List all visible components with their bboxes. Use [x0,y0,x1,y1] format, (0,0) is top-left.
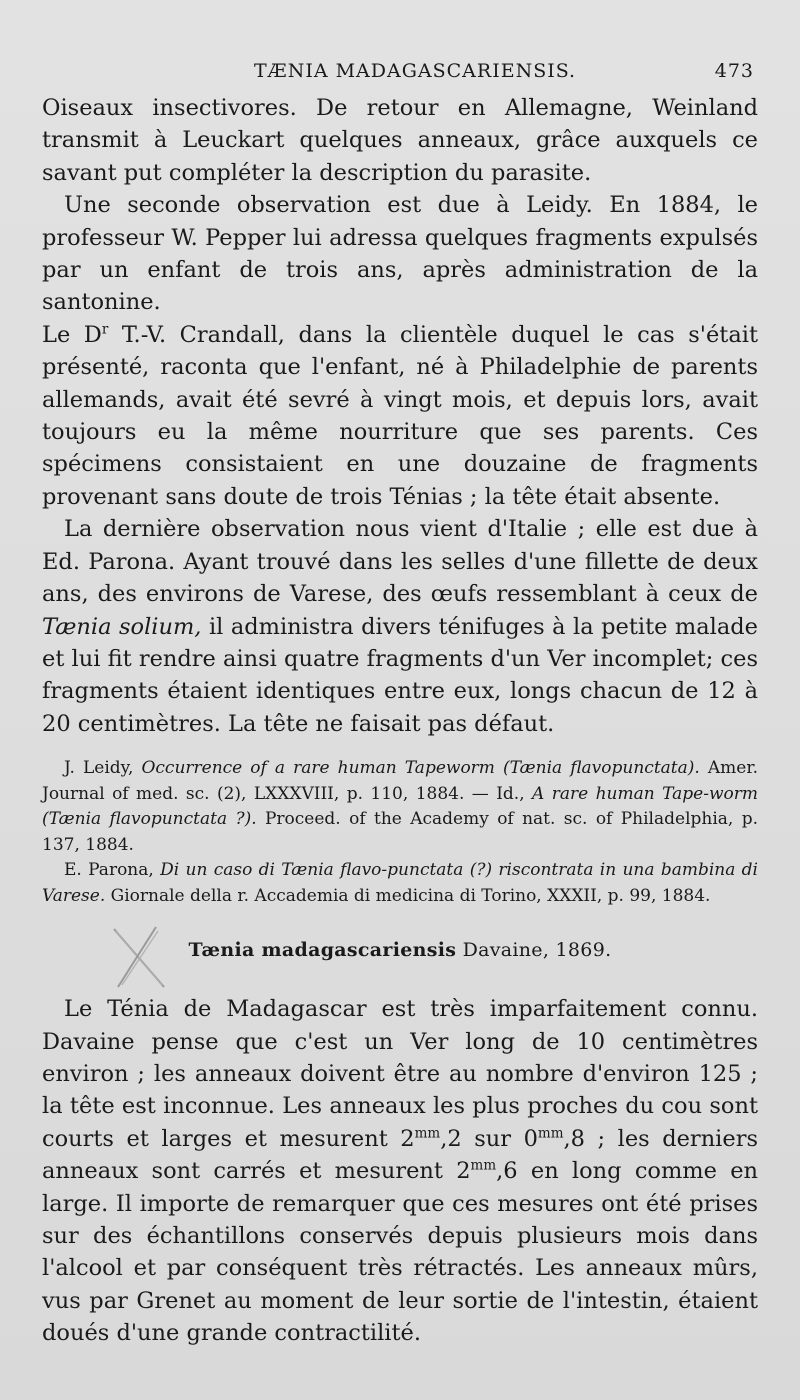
footnote-leidy-title-1: Occurrence of a rare human Tapeworm (Tænia flavopunctata). [141,758,700,779]
footnote-leidy [42,756,758,858]
paragraph-2-text: Une seconde observation est due à Leidy. En 1884, le professeur W. Pepper lui adressa quelques fragments expulsés par un enfant de trois ans, après administration de la santonine. [42,192,758,316]
paragraph-3-b: il administra divers ténifuges à la petite malade et lui fit rendre ainsi quatre fragments d'un Ver incomplet; ces fragments étaient identiques entre eux, longs chacun de 12 à 20 centimètres. La tête ne faisait pas défaut. [42,613,758,737]
footnotes [42,756,758,909]
unit-mm-2: mm [537,1125,564,1142]
doctor-abbrev-sup: r [101,321,109,338]
section-text [42,993,758,1349]
footnote-parona [42,858,758,909]
paragraph-2-rest: T.-V. Crandall, dans la clientèle duquel le cas s'était présenté, raconta que l'enfant, né à Philadelphie de parents allemands, avait été sevré à vingt mois, et depuis lors, avait toujours eu la même nourriture que ses parents. Ces spécimens consistaient en une douzaine de fragments provenant sans doute de trois Ténias ; la tête était absente. [42,321,758,510]
section-title: Tænia madagascariensis [188,939,457,962]
main-text [42,92,758,740]
pencil-cross-mark-icon [108,925,168,989]
page-number: 473 [714,60,754,82]
unit-mm-3: mm [470,1157,497,1174]
page-header [42,52,758,92]
paragraph-1 [42,92,758,189]
paragraph-4-a: Le Ténia de Madagascar est très imparfaitement connu. Davaine pense que c'est un Ver long de 10 centimètres environ ; les anneaux doivent être au nombre d'environ 125 ; la tête est inconnue. Les anneaux les plus proches du cou sont courts et larges et mesurent 2 [42,996,758,1152]
footnote-leidy-b: Amer. Journal of med. sc. (2), LXXXVIII, p. 110, 1884. — Id., [42,758,758,804]
paragraph-4-b: ,2 sur 0 [440,1125,538,1152]
footnote-parona-b: Giornale della r. Accademia di medicina di Torino, XXXII, p. 99, 1884. [105,885,711,906]
paragraph-1-text: Oiseaux insectivores. De retour en Allemagne, Weinland transmit à Leuckart quelques anneaux, grâce auxquels ce savant put compléter la description du parasite. [42,95,758,186]
paragraph-2 [42,189,758,513]
paragraph-4-c: ,8 ; les derniers anneaux sont carrés et mesurent 2 [42,1125,758,1185]
paragraph-4 [42,993,758,1349]
unit-mm-1: mm [414,1125,441,1142]
footnote-leidy-a: J. Leidy, [64,758,142,779]
section-author: Davaine, 1869. [456,939,612,962]
paragraph-4-d: ,6 en long comme en large. Il importe de remarquer que ces mesures ont été prises sur des échantillons conservés depuis plusieurs mois dans l'alcool et par conséquent très rétractés. Les anneaux mûrs, vus par Grenet au moment de leur sortie de l'intestin, étaient doués d'une grande contractilité. [42,1158,759,1347]
paragraph-3-italic: Tænia solium, [42,613,202,640]
footnote-leidy-c: Proceed. of the Academy of nat. sc. of Philadelphia, p. 137, 1884. [42,809,758,855]
paragraph-3-a: La dernière observation nous vient d'Italie ; elle est due à Ed. Parona. Ayant trouvé dans les selles d'une fillette de deux ans, des environs de Varese, des œufs ressemblant à ceux de [42,516,758,608]
footnote-leidy-title-2: A rare human Tape-worm (Tænia flavopunctata ?). [42,783,758,830]
paragraph-3 [42,513,758,740]
doctor-abbrev: Le D [42,321,102,348]
footnote-parona-a: E. Parona, [64,860,161,881]
section-heading [42,939,758,961]
running-title: TÆNIA MADAGASCARIENSIS. [254,60,577,82]
footnote-parona-title: Di un caso di Tænia flavo-punctata (?) riscontrata in una bambina di Varese. [42,860,758,906]
